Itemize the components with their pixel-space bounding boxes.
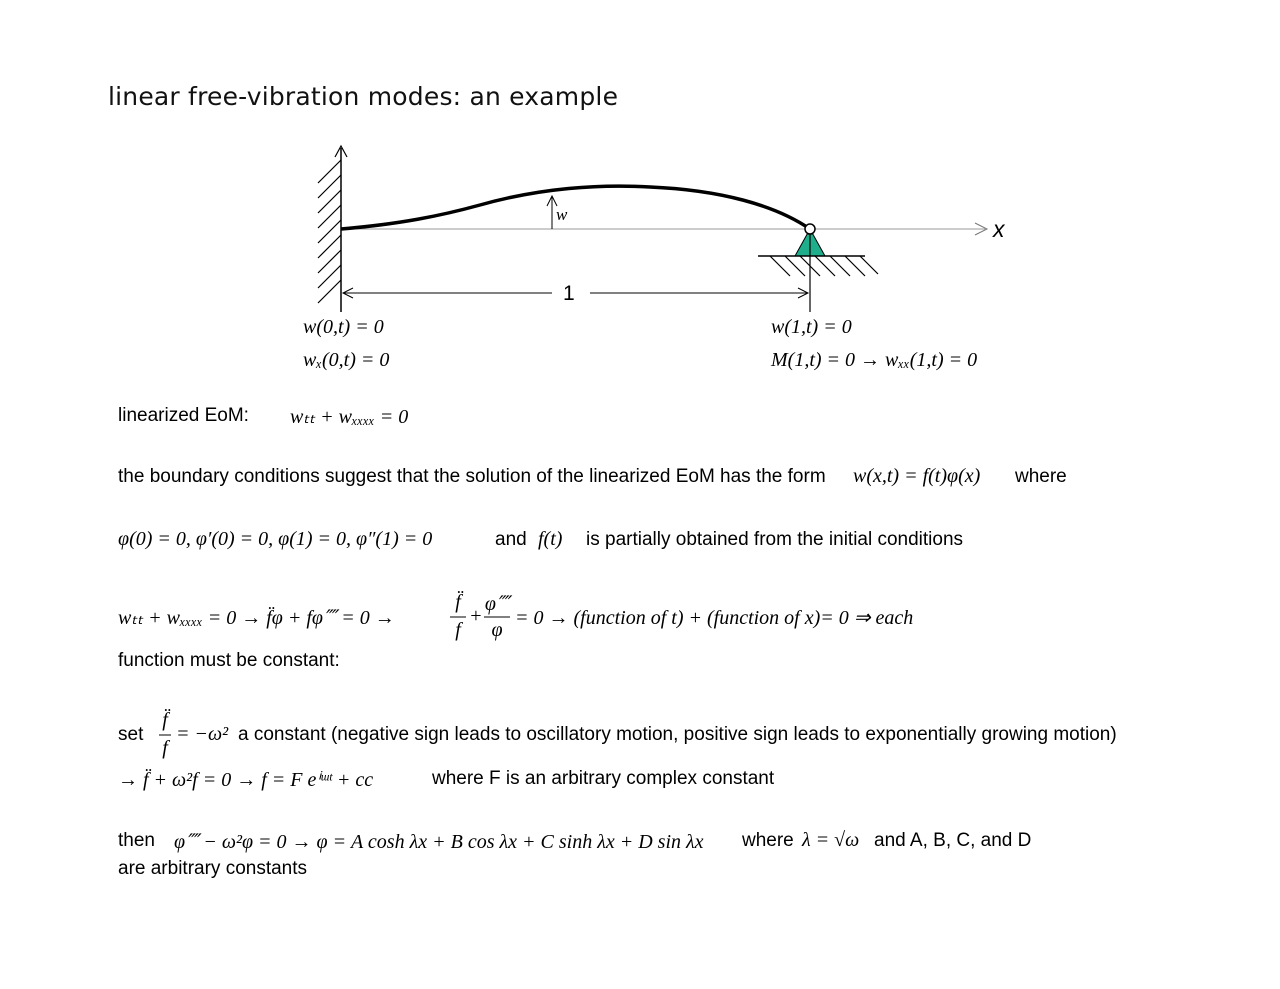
deflection-label: w [556,205,568,224]
bc-formula: φ(0) = 0, φ′(0) = 0, φ(1) = 0, φ″(1) = 0 [118,528,433,550]
set-rhs: = −ω² [176,723,229,745]
eom-label: linearized EoM: [118,405,249,426]
length-label: 1 [563,282,575,305]
phi-lambda: λ = √ω [802,829,860,851]
bc-text: is partially obtained from the initial conditions [586,529,964,550]
f-solution: → f̈ + ω²f = 0 → f = F eⁱᵚᵗ + cc [118,769,374,791]
f-solution-text: where F is an arbitrary complex constant [432,768,775,789]
set-text: a constant (negative sign leads to oscillatory motion, positive sign leads to exponentially growing motion) [238,724,1117,745]
sep-frac1-den: f [455,619,461,641]
bc-ft: f(t) [538,528,563,550]
form-formula: w(x,t) = f(t)φ(x) [853,465,981,487]
right-bc-1: w(1,t) = 0 [771,316,852,338]
set-frac-den: f [162,737,168,759]
sep-frac2-num: φ⁗ [484,593,510,615]
form-tail: where [1015,466,1067,487]
set-label: set [118,724,144,745]
sep-frac2-den: φ [491,619,503,641]
left-bc-1: w(0,t) = 0 [303,316,384,338]
page-title: linear free-vibration modes: an example [108,82,619,111]
phi-continued: are arbitrary constants [118,858,308,879]
phi-tail: and A, B, C, and D [874,830,1032,851]
left-bc-2: wₓ(0,t) = 0 [303,349,390,371]
separation-part1: wₜₜ + wₓₓₓₓ = 0 → f̈φ + fφ⁗ = 0 → [118,607,395,629]
bc-and: and [495,529,527,550]
sep-plus: + [469,605,483,627]
ground-hatching [770,256,878,276]
separation-continued: function must be constant: [118,650,340,671]
deflected-beam [341,186,810,229]
phi-then: then [118,830,155,851]
pin-joint [805,224,815,234]
phi-solution: φ⁗ − ω²φ = 0 → φ = A cosh λx + B cos λx + C sinh λx + D sin λx [174,831,704,853]
wall-hatching [318,160,341,303]
phi-where: where [742,830,794,851]
right-bc-2: M(1,t) = 0 → wₓₓ(1,t) = 0 [771,349,978,371]
eom-equation: wₜₜ + wₓₓₓₓ = 0 [290,406,409,428]
x-axis-label: x [993,216,1005,242]
sep-frac1-num: f̈ [455,591,461,613]
set-frac-num: f̈ [162,709,168,731]
form-text: the boundary conditions suggest that the solution of the linearized EoM has the form [118,466,826,487]
separation-part2: = 0 → (function of t) + (function of x)= 0 ⇒ each [515,607,914,629]
